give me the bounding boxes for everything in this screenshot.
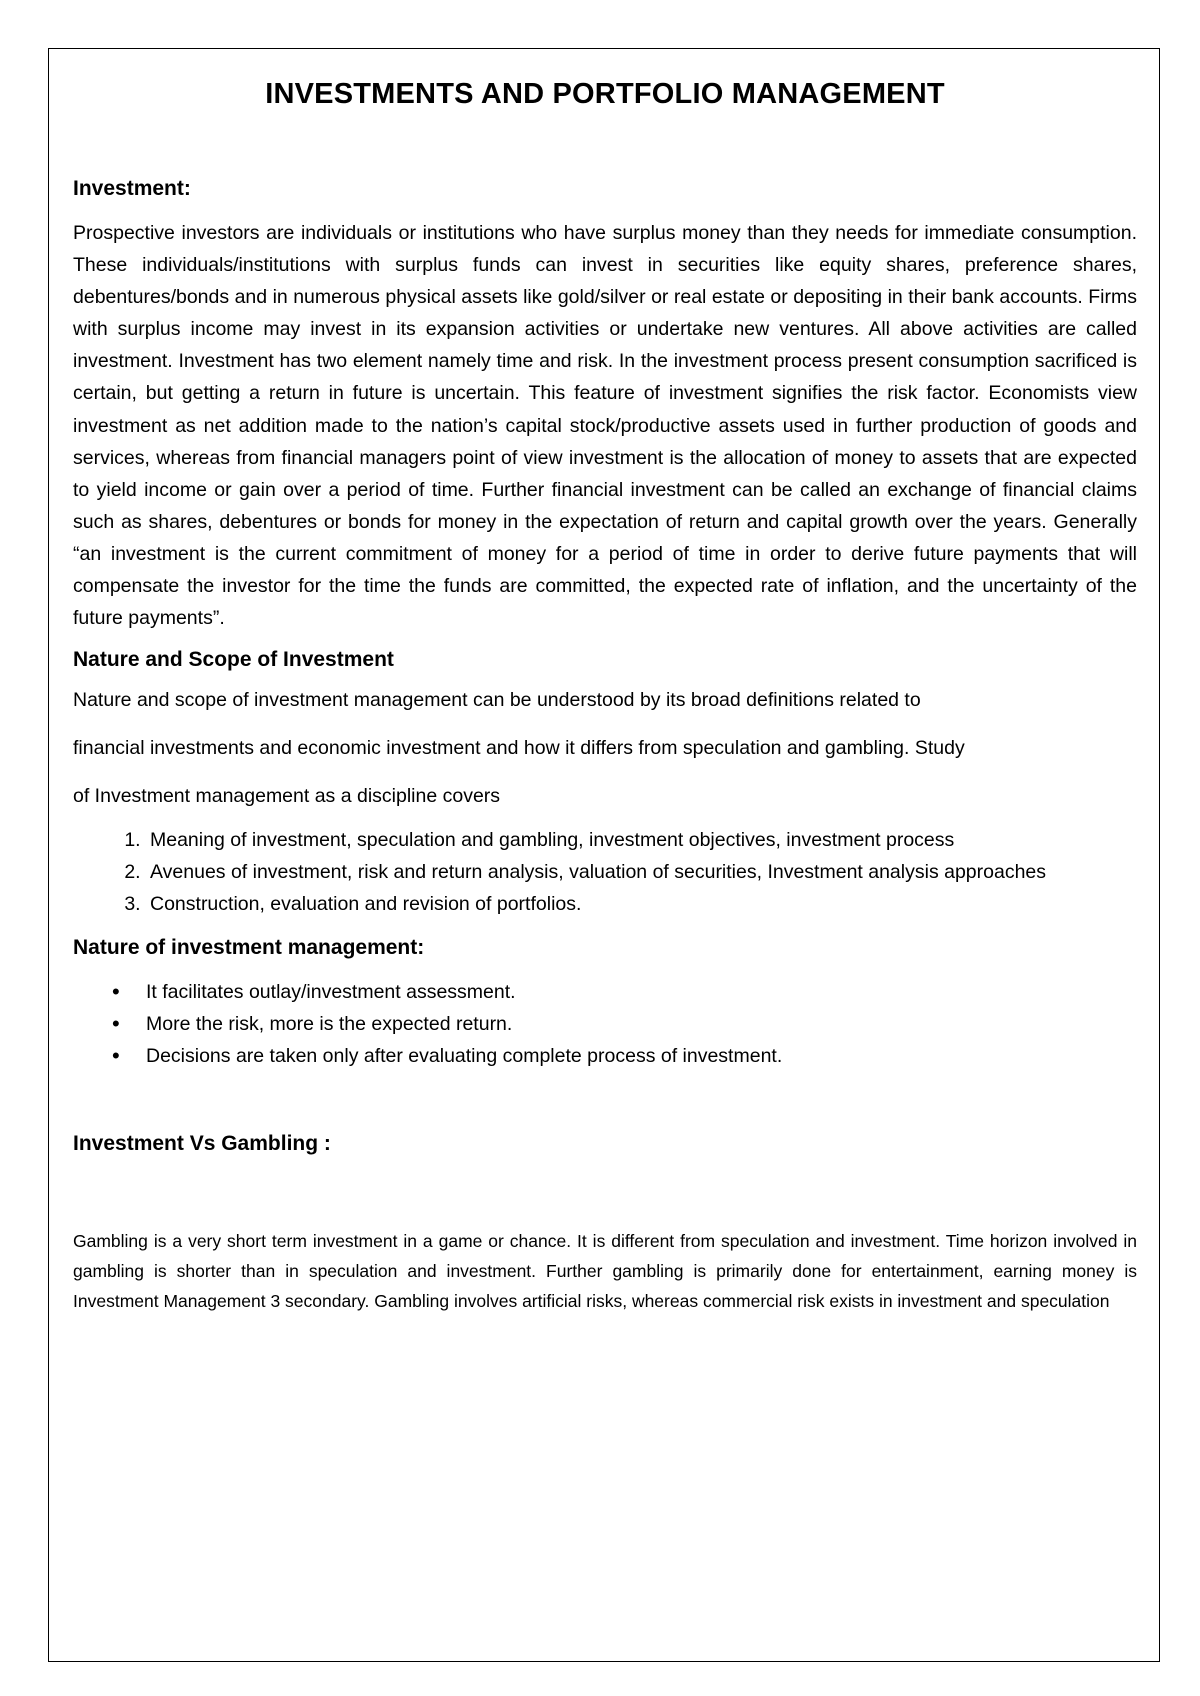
nature-scope-line-2: financial investments and economic investment and how it differs from speculation and gambling. Study: [73, 737, 965, 760]
list-item: • More the risk, more is the expected return.: [146, 1008, 1137, 1040]
document-body: [73, 78, 1137, 1316]
heading-nature-management: Nature of investment management:: [73, 936, 425, 960]
heading-investment-vs-gambling: Investment Vs Gambling :: [73, 1132, 331, 1156]
heading-investment: Investment:: [73, 177, 191, 200]
nature-scope-line-3: of Investment management as a discipline covers: [73, 785, 501, 808]
scope-numbered-list: [73, 824, 1137, 920]
nature-scope-line-1: Nature and scope of investment management can be understood by its broad definitions related to: [73, 689, 921, 712]
management-bullet-list: [73, 976, 1137, 1072]
heading-nature-scope: Nature and Scope of Investment: [73, 648, 394, 672]
list-item: 2. Avenues of investment, risk and return analysis, valuation of securities, Investment analysis approaches: [146, 856, 1137, 888]
list-item: 3. Construction, evaluation and revision of portfolios.: [146, 888, 1137, 920]
list-item: • It facilitates outlay/investment assessment.: [146, 976, 1137, 1008]
list-item: 1. Meaning of investment, speculation and gambling, investment objectives, investment process: [146, 824, 1137, 856]
document-title: INVESTMENTS AND PORTFOLIO MANAGEMENT: [265, 78, 945, 110]
investment-paragraph: Prospective investors are individuals or institutions who have surplus money than they needs for immediate consumption. These individuals/institutions with surplus funds can invest in securities like equity shares, preference shares, debentures/bonds and in numerous physical assets like gold/silver or real estate or depositing in their bank accounts. Firms with surplus income may invest in its expansion activities or undertake new ventures. All above activities are called investment. Investment has two element namely time and risk. In the investment process present consumption sacrificed is certain, but getting a return in future is uncertain. This feature of investment signifies the risk factor. Economists view investment as net addition made to the nation’s capital stock/productive assets used in further production of goods and services, whereas from financial managers point of view investment is the allocation of money to assets that are expected to yield income or gain over a period of time. Further financial investment can be called an exchange of financial claims such as shares, debentures or bonds for money in the expectation of return and capital growth over the years. Generally “an investment is the current commitment of money for a period of time in order to derive future payments that will compensate the investor for the time the funds are committed, the expected rate of inflation, and the uncertainty of the future payments”.: [73, 222, 1137, 630]
list-item: • Decisions are taken only after evaluating complete process of investment.: [146, 1040, 1137, 1072]
gambling-paragraph: Gambling is a very short term investment in a game or chance. It is different from speculation and investment. Time horizon involved in gambling is shorter than in speculation and investment. Further gambling is primarily done for entertainment, earning money is Investment Management 3 secondary. Gambling involves artificial risks, whereas commercial risk exists in investment and speculation: [73, 1231, 1137, 1312]
